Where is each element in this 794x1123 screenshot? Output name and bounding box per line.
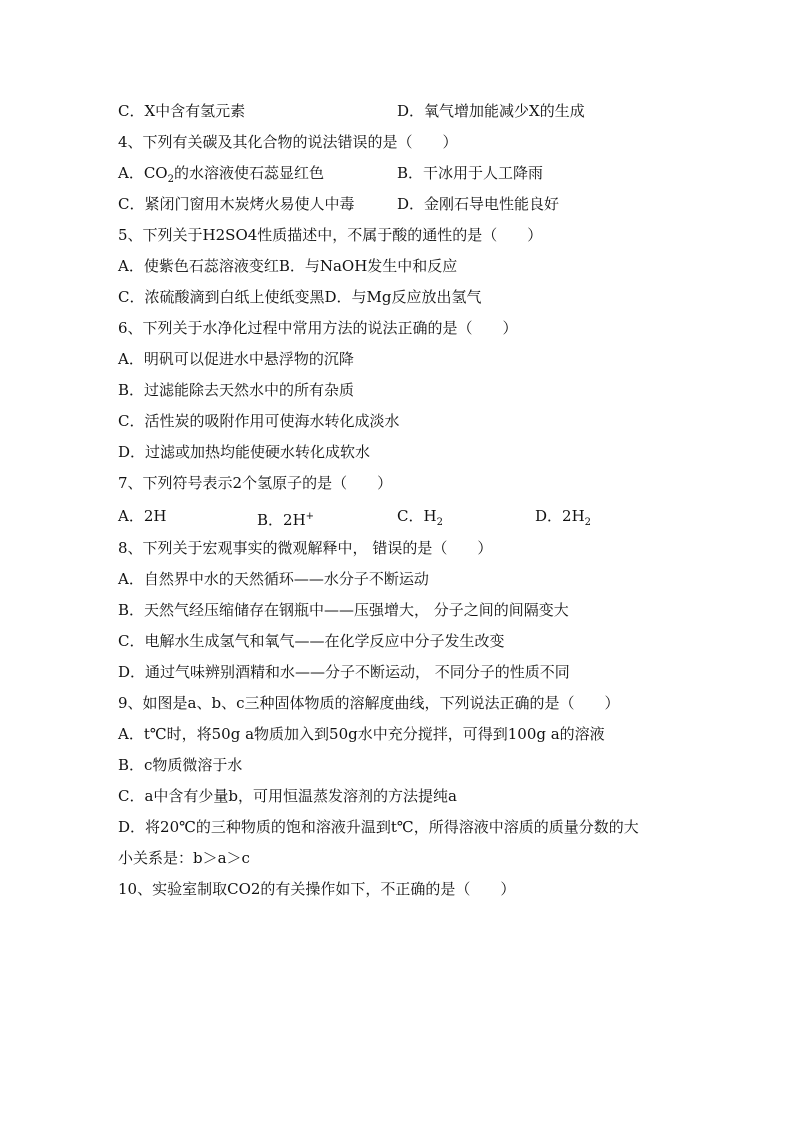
- question-7: 7、下列符号表示2个氢原子的是（ ）: [118, 474, 393, 492]
- option-d-q9: D．将20℃的三种物质的饱和溶液升温到t℃，所得溶液中溶质的质量分数的大: [118, 818, 639, 836]
- option-c-q8: C．电解水生成氢气和氧气——在化学反应中分子发生改变: [118, 632, 505, 650]
- option-c-q6: C．活性炭的吸附作用可使海水转化成淡水: [118, 412, 400, 430]
- option-d-q6: D．过滤或加热均能使硬水转化成软水: [118, 443, 371, 461]
- option-c-q4: C．紧闭门窗用木炭烤火易使人中毒: [118, 195, 355, 213]
- option-a-q6: A．明矾可以促进水中悬浮物的沉降: [118, 350, 354, 368]
- option-b-q7: [257, 501, 314, 532]
- option-c-q3: C．X中含有氢元素: [118, 102, 246, 120]
- question-9: 9、如图是a、b、c三种固体物质的溶解度曲线，下列说法正确的是（ ）: [118, 694, 620, 712]
- option-d-q7: [535, 501, 591, 532]
- option-b-q6: B．过滤能除去天然水中的所有杂质: [118, 381, 355, 399]
- option-d-q4: D．金刚石导电性能良好: [397, 195, 560, 213]
- option-b-q4: B．干冰用于人工降雨: [397, 164, 544, 182]
- option-d-q3: D．氧气增加能减少X的生成: [397, 102, 585, 120]
- option-b-q7-pre: B．2H: [257, 511, 306, 529]
- option-b-q9: B．c物质微溶于水: [118, 756, 243, 774]
- option-b-q7-sup: +: [305, 511, 315, 522]
- option-d-q8: D．通过气味辨别酒精和水——分子不断运动， 不同分子的性质不同: [118, 663, 570, 681]
- question-6: 6、下列关于水净化过程中常用方法的说法正确的是（ ）: [118, 319, 518, 337]
- options-ab-q5: A．使紫色石蕊溶液变红B．与NaOH发生中和反应: [118, 257, 458, 275]
- option-c-q7: [397, 501, 443, 532]
- option-a-q4-sub: 2: [167, 174, 174, 185]
- option-a-q4-post: 的水溶液使石蕊显红色: [173, 164, 324, 182]
- question-5: 5、下列关于H2SO4性质描述中，不属于酸的通性的是（ ）: [118, 226, 543, 244]
- option-a-q4-pre: A．CO: [118, 164, 168, 182]
- option-b-q8: B．天然气经压缩储存在钢瓶中——压强增大， 分子之间的间隔变大: [118, 601, 569, 619]
- option-a-q8: A．自然界中水的天然循环——水分子不断运动: [118, 570, 429, 588]
- option-c-q7-pre: C．H: [397, 507, 437, 525]
- option-c-q7-sub: 2: [436, 517, 443, 528]
- option-d-q7-sub: 2: [584, 517, 592, 528]
- options-cd-q5: C．浓硫酸滴到白纸上使纸变黑D．与Mg反应放出氢气: [118, 288, 482, 306]
- option-d-q9-continued: 小关系是：b＞a＞c: [118, 849, 250, 867]
- option-a-q4: [118, 158, 324, 189]
- option-a-q7: A．2H: [118, 507, 167, 525]
- option-a-q9: A．t℃时，将50g a物质加入到50g水中充分搅拌，可得到100g a的溶液: [118, 725, 605, 743]
- question-4: 4、下列有关碳及其化合物的说法错误的是（ ）: [118, 133, 458, 151]
- option-c-q9: C．a中含有少量b，可用恒温蒸发溶剂的方法提纯a: [118, 787, 457, 805]
- question-10: 10、实验室制取CO2的有关操作如下，不正确的是（ ）: [118, 880, 516, 898]
- question-8: 8、下列关于宏观事实的微观解释中， 错误的是（ ）: [118, 539, 493, 557]
- option-d-q7-pre: D．2H: [535, 507, 585, 525]
